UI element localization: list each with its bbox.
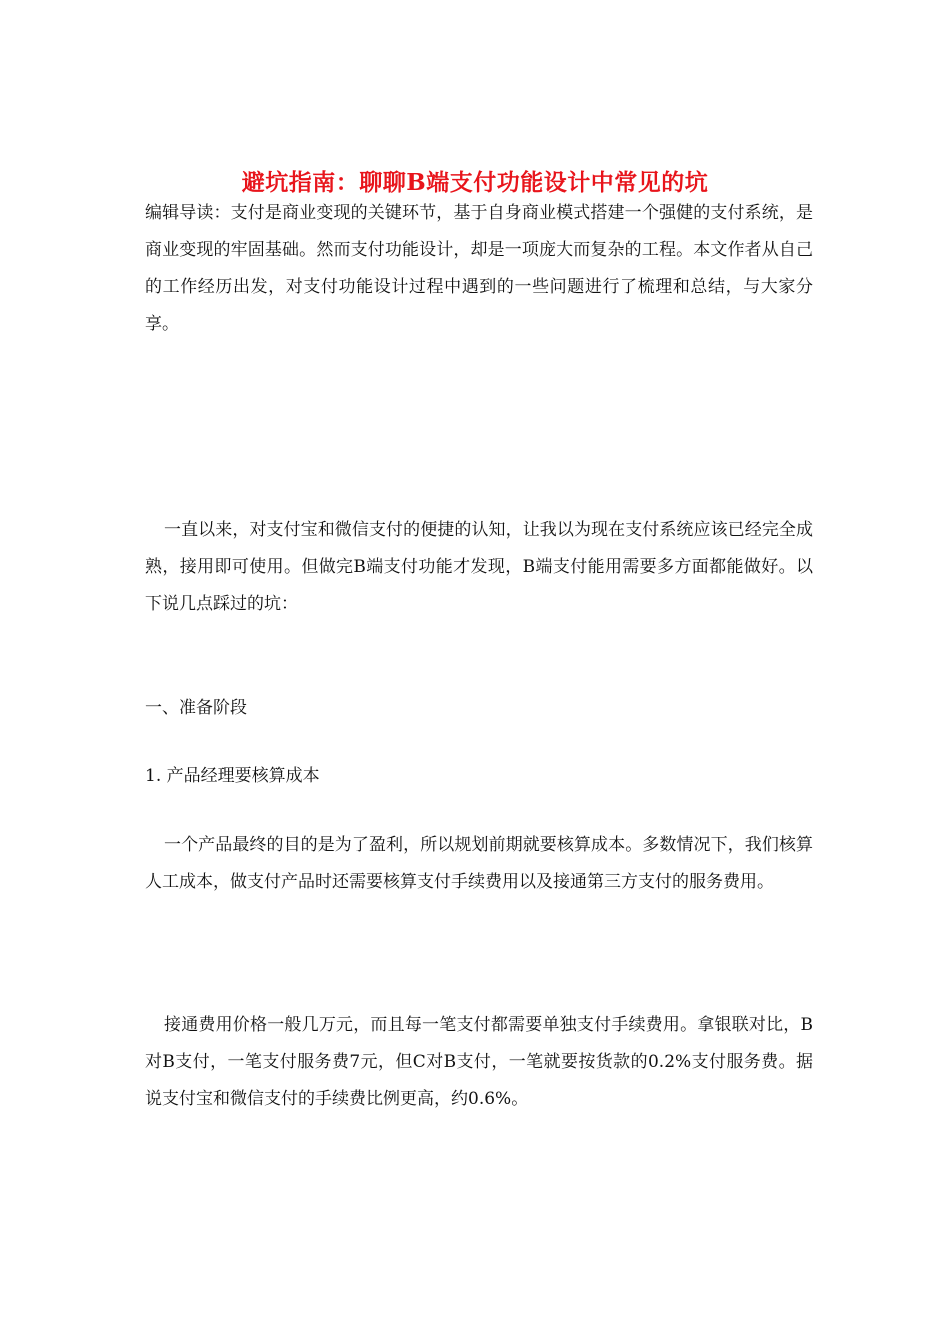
- body-paragraph-1: 一直以来，对支付宝和微信支付的便捷的认知，让我以为现在支付系统应该已经完全成熟，接用即可使用。但做完B端支付功能才发现，B端支付能用需要多方面都能做好。以下说几点踩过的坑：: [145, 520, 813, 614]
- document-title: 避坑指南：聊聊B端支付功能设计中常见的坑: [241, 169, 709, 197]
- section-heading-1: 一、准备阶段: [145, 698, 247, 718]
- editor-intro-paragraph: 编辑导读：支付是商业变现的关键环节，基于自身商业模式搭建一个强健的支付系统，是商业变现的牢固基础。然而支付功能设计，却是一项庞大而复杂的工程。本文作者从自己的工作经历出发，对支付功能设计过程中遇到的一些问题进行了梳理和总结，与大家分享。: [145, 203, 813, 334]
- subsection-heading-1: 1. 产品经理要核算成本: [145, 766, 320, 786]
- body-paragraph-3: 接通费用价格一般几万元，而且每一笔支付都需要单独支付手续费用。拿银联对比，B对B支付，一笔支付服务费7元，但C对B支付，一笔就要按货款的0.2%支付服务费。据说支付宝和微信支付的手续费比例更高，约0.6%。: [145, 1015, 813, 1109]
- body-paragraph-2: 一个产品最终的目的是为了盈利，所以规划前期就要核算成本。多数情况下，我们核算人工成本，做支付产品时还需要核算支付手续费用以及接通第三方支付的服务费用。: [145, 835, 813, 892]
